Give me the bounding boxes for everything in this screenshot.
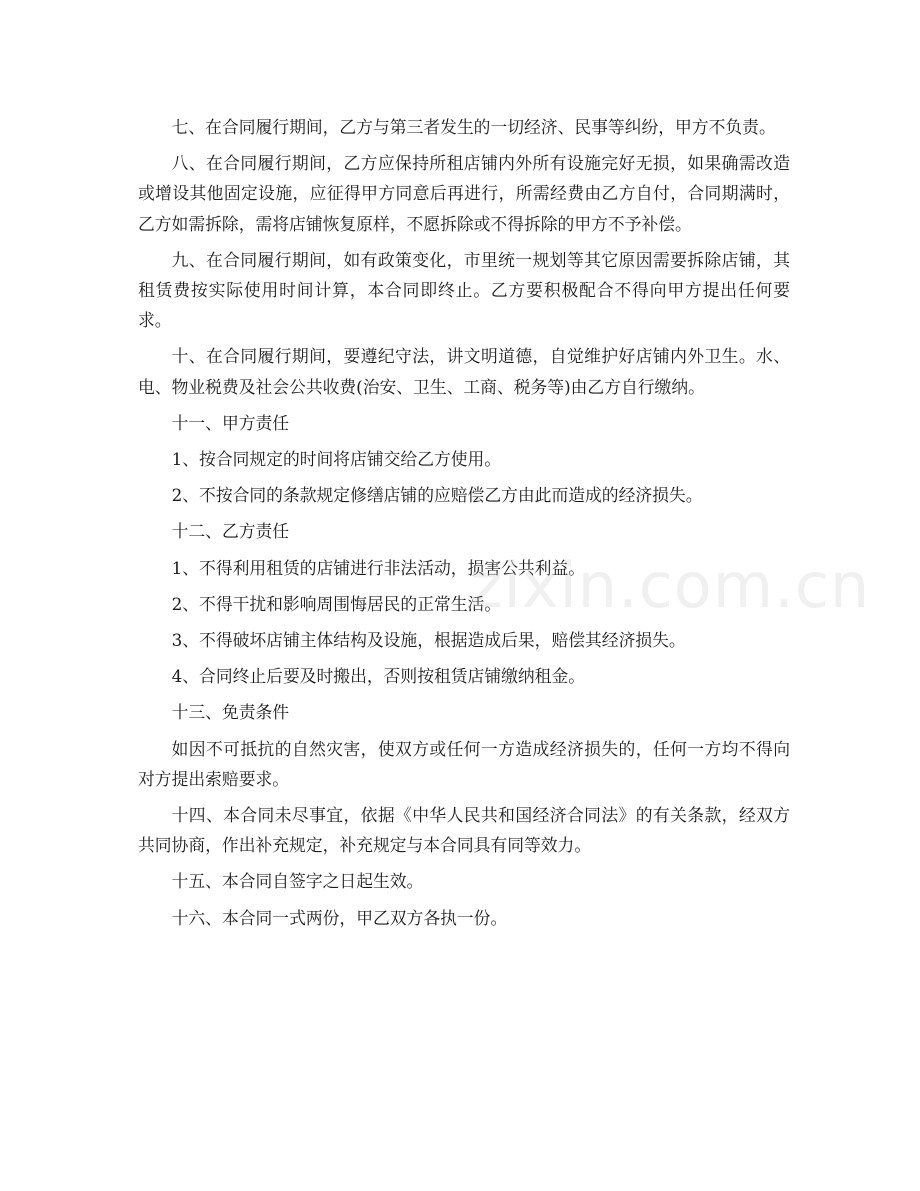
section-heading-exemption: 十三、免责条件: [171, 702, 290, 723]
party-b-item-3: 3、不得破坏店铺主体结构及设施，根据造成后果，赔偿其经济损失。: [171, 630, 686, 651]
watermark-text: zixin.com.cn: [470, 549, 871, 622]
clause-7: 七、在合同履行期间，乙方与第三者发生的一切经济、民事等纠纷，甲方不负责。: [171, 117, 776, 137]
party-b-item-1: 1、不得利用租赁的店铺进行非法活动，损害公共利益。: [171, 557, 586, 578]
clause-16: 十六、本合同一式两份，甲乙双方各执一份。: [171, 907, 508, 928]
party-b-item-4: 4、合同终止后要及时搬出，否则按租赁店铺缴纳租金。: [171, 666, 586, 687]
party-a-item-1: 1、按合同规定的时间将店铺交给乙方使用。: [171, 449, 502, 470]
document-body: [138, 112, 790, 939]
party-a-item-2: 2、不按合同的条款规定修缮店铺的应赔偿乙方由此而造成的经济损失。: [171, 485, 703, 506]
clause-10: 十、在合同履行期间，要遵纪守法，讲文明道德，自觉维护好店铺内外卫生。水、电、物业税费及社会公共收费(治安、卫生、工商、税务等)由乙方自行缴纳。: [138, 346, 790, 397]
clause-9: 九、在合同履行期间，如有政策变化，市里统一规划等其它原因需要拆除店铺，其租赁费按实际使用时间计算，本合同即终止。乙方要积极配合不得向甲方提出任何要求。: [138, 249, 790, 331]
section-heading-party-a: 十一、甲方责任: [171, 412, 290, 433]
clause-8: 八、在合同履行期间，乙方应保持所租店铺内外所有设施完好无损，如果确需改造或增设其他固定设施，应征得甲方同意后再进行，所需经费由乙方自付，合同期满时，乙方如需拆除，需将店铺恢复原样，不愿拆除或不得拆除的甲方不予补偿。: [138, 153, 790, 234]
section-heading-party-b: 十二、乙方责任: [171, 521, 290, 542]
clause-15: 十五、本合同自签字之日起生效。: [171, 871, 424, 892]
clause-14: 十四、本合同未尽事宜，依据《中华人民共和国经济合同法》的有关条款，经双方共同协商，作出补充规定，补充规定与本合同具有同等效力。: [138, 805, 790, 856]
exemption-text: 如因不可抵抗的自然灾害，使双方或任何一方造成经济损失的，任何一方均不得向对方提出索赔要求。: [138, 738, 790, 789]
party-b-item-2: 2、不得干扰和影响周围悔居民的正常生活。: [171, 593, 502, 614]
